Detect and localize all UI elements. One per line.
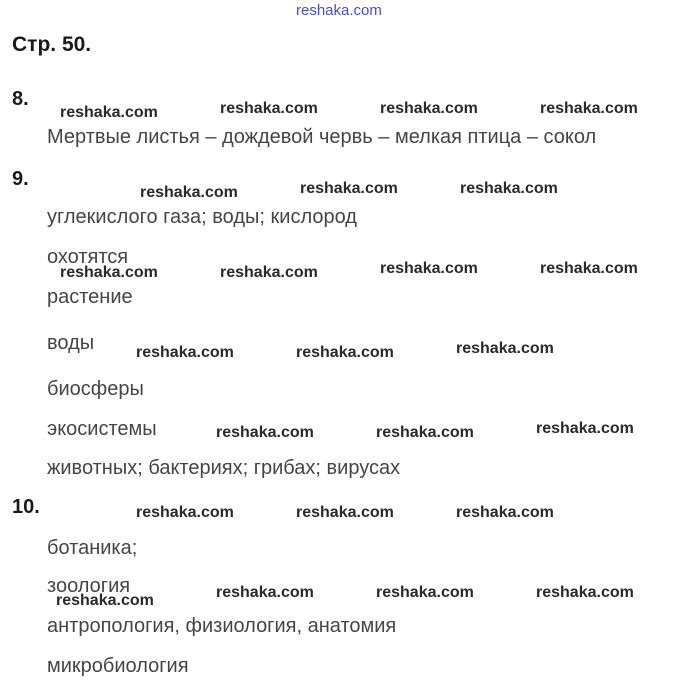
watermark: reshaka.com — [216, 424, 314, 441]
watermark: reshaka.com — [216, 584, 314, 601]
task-10-answer-1: ботаника; — [47, 537, 138, 559]
watermark: reshaka.com — [540, 260, 638, 277]
task-10-answer-4: микробиология — [47, 655, 189, 677]
watermark: reshaka.com — [536, 420, 634, 437]
task-9-answer-3: растение — [47, 286, 133, 308]
task-number-8: 8. — [12, 88, 29, 110]
task-9-answer-2: охотятся — [47, 246, 129, 268]
task-9-answer-7: животных; бактериях; грибах; вирусах — [47, 457, 401, 479]
watermark: reshaka.com — [296, 504, 394, 521]
watermark: reshaka.com — [140, 184, 238, 201]
watermark: reshaka.com — [460, 180, 558, 197]
task-10-answer-3: антропология, физиология, анатомия — [47, 615, 397, 637]
watermark: reshaka.com — [220, 100, 318, 117]
watermark: reshaka.com — [376, 584, 474, 601]
task-10-answer-2: зоология — [47, 575, 131, 597]
task-9-answer-5: биосферы — [47, 378, 144, 400]
task-number-10: 10. — [12, 496, 40, 518]
watermark: reshaka.com — [300, 180, 398, 197]
watermark: reshaka.com — [136, 344, 234, 361]
task-number-9: 9. — [12, 168, 29, 190]
watermark: reshaka.com — [220, 264, 318, 281]
watermark: reshaka.com — [376, 424, 474, 441]
watermark: reshaka.com — [456, 504, 554, 521]
page-heading: Стр. 50. — [12, 33, 92, 56]
watermark: reshaka.com — [136, 504, 234, 521]
site-header: reshaka.com — [296, 2, 382, 19]
task-9-answer-4: воды — [47, 332, 95, 354]
task-9-answer-6: экосистемы — [47, 418, 157, 440]
watermark: reshaka.com — [60, 264, 158, 281]
watermark: reshaka.com — [536, 584, 634, 601]
watermark: reshaka.com — [380, 260, 478, 277]
watermark: reshaka.com — [456, 340, 554, 357]
task-9-answer-1: углекислого газа; воды; кислород — [47, 206, 357, 228]
watermark: reshaka.com — [56, 592, 154, 609]
watermark: reshaka.com — [60, 104, 158, 121]
watermark: reshaka.com — [540, 100, 638, 117]
watermark: reshaka.com — [296, 344, 394, 361]
task-8-answer-1: Мертвые листья – дождевой червь – мелкая птица – сокол — [47, 126, 597, 148]
watermark: reshaka.com — [380, 100, 478, 117]
